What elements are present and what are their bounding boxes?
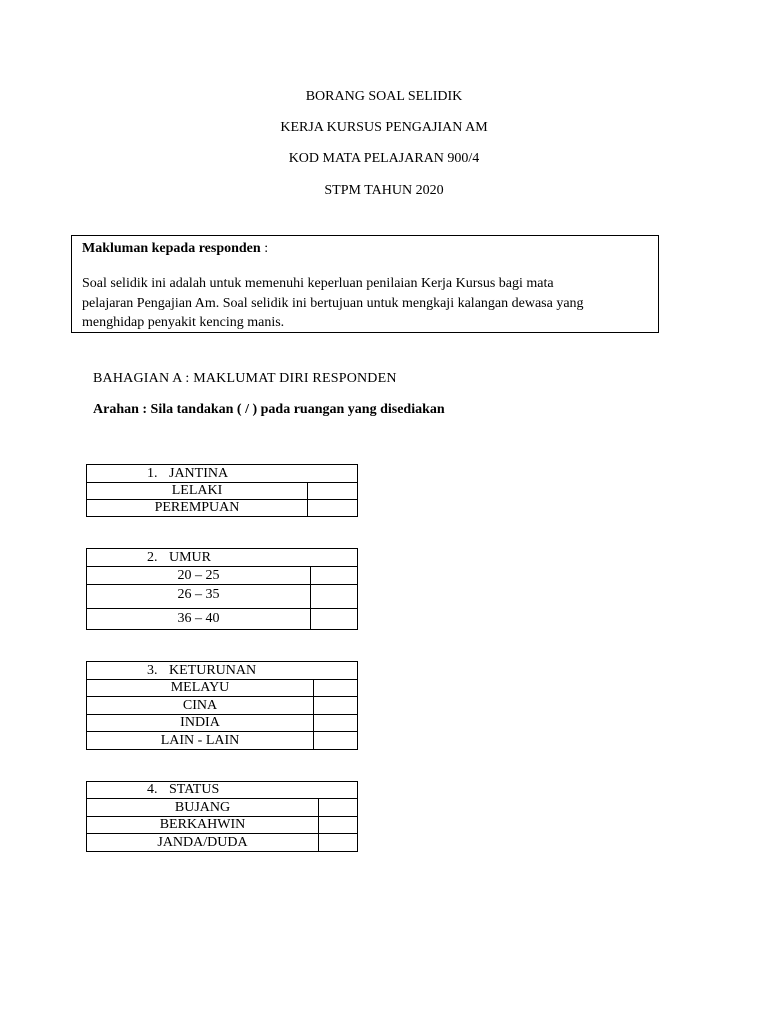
option-label: 26 – 35	[87, 585, 311, 609]
option-checkbox-cina[interactable]	[314, 697, 358, 715]
question-header	[87, 662, 358, 680]
notice-title-label: Makluman kepada responden	[82, 241, 261, 256]
option-checkbox-perempuan[interactable]	[308, 500, 358, 517]
question-number: 4.	[147, 782, 158, 797]
coursework-title: KERJA KURSUS PENGAJIAN AM	[280, 120, 488, 135]
notice-body-line: pelajaran Pengajian Am. Soal selidik ini bertujuan untuk mengkaji kalangan dewasa yang	[82, 295, 584, 311]
option-checkbox-lain-lain[interactable]	[314, 732, 358, 750]
respondent-notice-box	[71, 235, 659, 333]
question-table-status	[86, 781, 358, 852]
option-label: PEREMPUAN	[87, 500, 308, 517]
option-checkbox-lelaki[interactable]	[308, 483, 358, 500]
question-header	[87, 549, 358, 567]
question-table-umur	[86, 548, 358, 630]
form-title: BORANG SOAL SELIDIK	[305, 89, 463, 104]
option-label: BERKAHWIN	[87, 817, 319, 834]
question-title: KETURUNAN	[169, 662, 257, 678]
option-checkbox-janda-duda[interactable]	[319, 834, 358, 852]
option-label: 36 – 40	[87, 609, 311, 630]
question-header	[87, 782, 358, 799]
option-checkbox-india[interactable]	[314, 715, 358, 732]
option-label: 20 – 25	[87, 567, 311, 585]
option-checkbox-36-40[interactable]	[311, 609, 358, 630]
question-number: 1.	[147, 465, 158, 481]
question-table-keturunan	[86, 661, 358, 750]
option-label: INDIA	[87, 715, 314, 732]
question-title: UMUR	[169, 549, 212, 565]
notice-body-line: menghidap penyakit kencing manis.	[82, 315, 285, 330]
exam-year: STPM TAHUN 2020	[324, 183, 444, 198]
question-number: 2.	[147, 549, 158, 565]
option-label: LELAKI	[87, 483, 308, 500]
option-checkbox-26-35[interactable]	[311, 585, 358, 609]
option-label: BUJANG	[87, 799, 319, 817]
option-checkbox-melayu[interactable]	[314, 680, 358, 697]
section-a-title: BAHAGIAN A : MAKLUMAT DIRI RESPONDEN	[93, 371, 397, 386]
notice-body-line: Soal selidik ini adalah untuk memenuhi keperluan penilaian Kerja Kursus bagi mata	[82, 276, 554, 291]
option-label: MELAYU	[87, 680, 314, 697]
option-label: CINA	[87, 697, 314, 715]
question-header	[87, 465, 358, 483]
option-checkbox-20-25[interactable]	[311, 567, 358, 585]
notice-title-colon: :	[260, 241, 269, 256]
question-number: 3.	[147, 662, 158, 678]
option-checkbox-berkahwin[interactable]	[319, 817, 358, 834]
option-label: JANDA/DUDA	[87, 834, 319, 852]
subject-code: KOD MATA PELAJARAN 900/4	[288, 151, 480, 166]
notice-body	[82, 274, 648, 333]
instruction-text: Arahan : Sila tandakan ( / ) pada ruangan yang disediakan	[93, 402, 445, 417]
question-title: JANTINA	[169, 465, 229, 481]
question-title: STATUS	[169, 782, 220, 797]
notice-title	[82, 240, 648, 258]
option-label: LAIN - LAIN	[87, 732, 314, 750]
option-checkbox-bujang[interactable]	[319, 799, 358, 817]
question-table-jantina	[86, 464, 358, 517]
